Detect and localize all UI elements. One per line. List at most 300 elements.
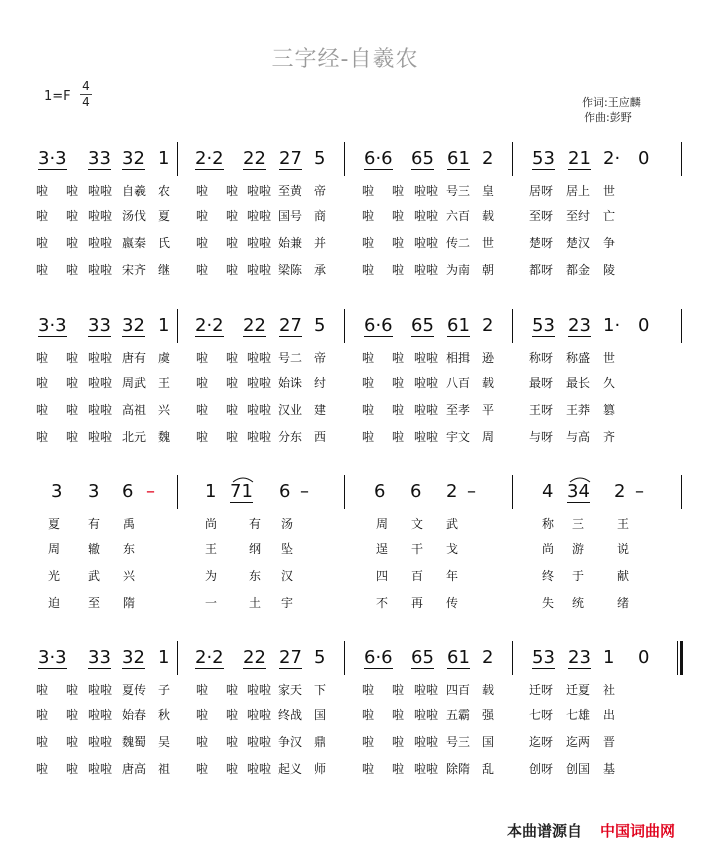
lyric-word: 王 xyxy=(617,517,630,531)
note-text: 5 xyxy=(314,148,326,169)
note-text: 0 xyxy=(638,148,650,169)
lyric-word: 绪 xyxy=(617,596,630,610)
lyric-word: 齐 xyxy=(603,430,616,444)
lyric-word: 篡 xyxy=(603,403,616,417)
lyric-word: 啦 xyxy=(362,430,375,444)
lyric-word: 世 xyxy=(603,184,616,198)
lyric-word: 啦 xyxy=(196,762,209,776)
lyric-word: 啦啦 xyxy=(414,184,439,198)
lyric-word: 居上 xyxy=(566,184,591,198)
note-text: 27 xyxy=(279,315,302,336)
note xyxy=(603,648,614,668)
lyric-word: 啦啦 xyxy=(247,683,272,697)
watermark xyxy=(507,820,675,841)
lyric-word: 啦啦 xyxy=(247,708,272,722)
lyric-word: 啦啦 xyxy=(414,403,439,417)
lyric-word: 除隋 xyxy=(446,762,471,776)
lyric-word: 汤伐 xyxy=(122,209,147,223)
lyric-word: 啦啦 xyxy=(247,263,272,277)
lyric-word: 啦 xyxy=(196,708,209,722)
lyric-word: 啦啦 xyxy=(88,683,113,697)
lyric-word: 夏 xyxy=(48,517,61,531)
note-text: 1 xyxy=(205,481,217,502)
note xyxy=(638,149,649,169)
lyric-word: 夏 xyxy=(158,209,171,223)
barline xyxy=(512,641,513,675)
lyric-word: 啦啦 xyxy=(247,184,272,198)
lyric-word: 啦 xyxy=(362,762,375,776)
lyric-word: 啦 xyxy=(226,735,239,749)
lyric-word: 都金 xyxy=(566,263,591,277)
note xyxy=(603,316,620,336)
note xyxy=(638,648,649,668)
barline xyxy=(681,142,682,176)
lyric-word: 啦 xyxy=(196,430,209,444)
lyric-word: 继 xyxy=(158,263,171,277)
note xyxy=(279,316,302,336)
note xyxy=(447,648,470,668)
lyric-word: 啦 xyxy=(66,184,79,198)
lyric-word: 啦 xyxy=(66,708,79,722)
lyrics-line xyxy=(0,515,720,533)
lyric-word: 啦 xyxy=(66,735,79,749)
lyric-word: 号二 xyxy=(278,351,303,365)
lyric-word: 啦 xyxy=(36,403,49,417)
lyric-word: 啦 xyxy=(36,351,49,365)
note xyxy=(38,316,67,336)
note-text: 2·2 xyxy=(195,315,224,336)
lyric-word: 三 xyxy=(572,517,585,531)
notes-row xyxy=(0,309,720,343)
lyric-word: 啦啦 xyxy=(88,351,113,365)
lyric-word: 啦 xyxy=(36,762,49,776)
lyric-word: 东 xyxy=(249,569,262,583)
lyric-word: 再 xyxy=(411,596,424,610)
lyric-word: 啦 xyxy=(226,683,239,697)
lyric-word: 平 xyxy=(482,403,495,417)
note-text: 3·3 xyxy=(38,647,67,668)
lyric-word: 自羲 xyxy=(122,184,147,198)
lyric-word: 啦 xyxy=(196,351,209,365)
note xyxy=(568,316,591,336)
lyric-word: 周 xyxy=(376,517,389,531)
lyric-word: 六百 xyxy=(446,209,471,223)
lyric-word: 啦 xyxy=(66,209,79,223)
note xyxy=(603,149,620,169)
lyric-word: 啦 xyxy=(66,403,79,417)
lyric-word: 啦 xyxy=(196,209,209,223)
note xyxy=(364,316,393,336)
lyric-word: 啦 xyxy=(196,735,209,749)
lyric-word: 与高 xyxy=(566,430,591,444)
note-text: 2 xyxy=(614,481,626,502)
lyric-word: 最呀 xyxy=(529,376,554,390)
lyric-word: 啦 xyxy=(362,403,375,417)
lyric-word: 西 xyxy=(314,430,327,444)
lyrics-line xyxy=(0,234,720,252)
lyric-word: 称盛 xyxy=(566,351,591,365)
lyric-word: 啦 xyxy=(226,708,239,722)
note-text: 27 xyxy=(279,148,302,169)
note xyxy=(146,482,155,502)
lyric-word: 起义 xyxy=(278,762,303,776)
lyric-word: 啦 xyxy=(392,184,405,198)
lyric-word: 乱 xyxy=(482,762,495,776)
note xyxy=(567,482,590,502)
notes-row xyxy=(0,641,720,675)
lyric-word: 啦 xyxy=(226,430,239,444)
note-text: 6·6 xyxy=(364,315,393,336)
lyric-word: 统 xyxy=(572,596,585,610)
note xyxy=(532,316,555,336)
lyric-word: 啦 xyxy=(196,184,209,198)
lyric-word: 朝 xyxy=(482,263,495,277)
note xyxy=(279,482,290,502)
slur-mark xyxy=(232,475,254,483)
lyric-word: 载 xyxy=(482,376,495,390)
note-text: 2 xyxy=(482,647,494,668)
lyric-word: 啦啦 xyxy=(88,263,113,277)
slur-mark xyxy=(569,475,591,483)
lyric-word: 啦 xyxy=(36,236,49,250)
lyric-word: 啦啦 xyxy=(247,351,272,365)
lyric-word: 最长 xyxy=(566,376,591,390)
note-text: 1 xyxy=(158,148,170,169)
lyrics-line xyxy=(0,182,720,200)
lyric-word: 传二 xyxy=(446,236,471,250)
note xyxy=(51,482,62,502)
lyric-word: 啦 xyxy=(226,236,239,250)
note xyxy=(374,482,385,502)
lyric-word: 社 xyxy=(603,683,616,697)
lyric-word: 啦 xyxy=(36,708,49,722)
lyric-word: 汉业 xyxy=(278,403,303,417)
lyric-word: 并 xyxy=(314,236,327,250)
lyric-word: 啦 xyxy=(392,263,405,277)
note xyxy=(410,482,421,502)
lyric-word: 干 xyxy=(411,542,424,556)
note-text: 22 xyxy=(243,315,266,336)
note-text: 33 xyxy=(88,148,111,169)
lyric-word: 年 xyxy=(446,569,459,583)
notes-row xyxy=(0,475,720,509)
note xyxy=(122,316,145,336)
note-text: 65 xyxy=(411,315,434,336)
lyric-word: 尚 xyxy=(542,542,555,556)
lyric-word: 号三 xyxy=(446,735,471,749)
lyric-word: 争 xyxy=(603,236,616,250)
note xyxy=(568,648,591,668)
lyric-word: 号三 xyxy=(446,184,471,198)
key-label: 1=F xyxy=(44,89,71,104)
lyric-word: 说 xyxy=(617,542,630,556)
lyric-word: 四 xyxy=(376,569,389,583)
lyrics-line xyxy=(0,760,720,778)
lyric-word: 载 xyxy=(482,209,495,223)
lyric-word: 啦 xyxy=(392,376,405,390)
time-signature-bottom: 4 xyxy=(82,95,90,109)
lyric-word: 传 xyxy=(446,596,459,610)
lyric-word: 国号 xyxy=(278,209,303,223)
lyric-word: 夏传 xyxy=(122,683,147,697)
note xyxy=(158,149,169,169)
lyric-word: 帝 xyxy=(314,184,327,198)
lyric-word: 宇文 xyxy=(446,430,471,444)
barline xyxy=(512,475,513,509)
lyric-word: 汤 xyxy=(281,517,294,531)
lyric-word: 啦 xyxy=(36,184,49,198)
note-text: 21 xyxy=(568,148,591,169)
lyric-word: 光 xyxy=(48,569,61,583)
lyric-word: 亡 xyxy=(603,209,616,223)
lyric-word: 啦 xyxy=(36,376,49,390)
lyric-word: 啦 xyxy=(66,683,79,697)
note xyxy=(467,482,476,502)
lyric-word: 鼎 xyxy=(314,735,327,749)
lyric-word: 迄呀 xyxy=(529,735,554,749)
lyric-word: 啦啦 xyxy=(247,735,272,749)
note-text: 5 xyxy=(314,315,326,336)
barline xyxy=(681,475,682,509)
note xyxy=(532,648,555,668)
lyric-word: 至 xyxy=(88,596,101,610)
lyric-word: 啦 xyxy=(362,376,375,390)
barline xyxy=(680,641,683,675)
lyric-word: 尚 xyxy=(205,517,218,531)
lyric-word: 啦啦 xyxy=(414,683,439,697)
lyric-word: 戈 xyxy=(446,542,459,556)
lyric-word: 啦 xyxy=(362,708,375,722)
note xyxy=(230,482,253,502)
lyrics-line xyxy=(0,207,720,225)
note xyxy=(88,648,111,668)
note-text: 61 xyxy=(447,148,470,169)
note xyxy=(411,149,434,169)
barline xyxy=(344,309,345,343)
note xyxy=(88,482,99,502)
credits xyxy=(582,95,641,125)
lyric-word: 啦啦 xyxy=(247,376,272,390)
lyric-word: 虞 xyxy=(158,351,171,365)
lyric-word: 下 xyxy=(314,683,327,697)
note xyxy=(300,482,309,502)
lyric-word: 建 xyxy=(314,403,327,417)
lyric-word: 魏 xyxy=(158,430,171,444)
notes-row xyxy=(0,142,720,176)
note-text: 32 xyxy=(122,647,145,668)
barline xyxy=(177,475,178,509)
lyric-word: 啦 xyxy=(226,209,239,223)
lyric-word: 啦 xyxy=(66,376,79,390)
lyric-word: 为南 xyxy=(446,263,471,277)
note xyxy=(638,316,649,336)
lyric-word: 唐有 xyxy=(122,351,147,365)
note-text: 3·3 xyxy=(38,315,67,336)
note xyxy=(38,149,67,169)
lyric-word: 逞 xyxy=(376,542,389,556)
note-text: 65 xyxy=(411,647,434,668)
lyric-word: 兴 xyxy=(158,403,171,417)
note-text: 32 xyxy=(122,315,145,336)
lyric-word: 王莽 xyxy=(566,403,591,417)
note-text: 23 xyxy=(568,647,591,668)
lyric-word: 啦 xyxy=(392,735,405,749)
note-text: 53 xyxy=(532,148,555,169)
barline xyxy=(177,142,178,176)
lyric-word: 不 xyxy=(376,596,389,610)
note-text: 33 xyxy=(88,315,111,336)
lyric-word: 纣 xyxy=(314,376,327,390)
lyric-word: 啦啦 xyxy=(88,735,113,749)
lyric-word: 啦 xyxy=(392,403,405,417)
lyric-word: 终战 xyxy=(278,708,303,722)
note xyxy=(158,648,169,668)
lyric-word: 坠 xyxy=(281,542,294,556)
note-text: 2 xyxy=(482,315,494,336)
lyric-word: 至纣 xyxy=(566,209,591,223)
note-text: 2 xyxy=(446,481,458,502)
lyric-word: 啦 xyxy=(36,430,49,444)
lyric-word: 梁陈 xyxy=(278,263,303,277)
lyric-word: 氏 xyxy=(158,236,171,250)
note-text: 27 xyxy=(279,647,302,668)
lyric-word: 啦 xyxy=(392,683,405,697)
lyric-word: 王呀 xyxy=(529,403,554,417)
lyric-word: 至黄 xyxy=(278,184,303,198)
lyric-word: 始诛 xyxy=(278,376,303,390)
note-text: – xyxy=(300,481,309,502)
lyric-word: 啦 xyxy=(362,209,375,223)
lyric-word: 啦 xyxy=(196,403,209,417)
note xyxy=(482,648,493,668)
lyrics-line xyxy=(0,733,720,751)
note-text: 2·2 xyxy=(195,148,224,169)
note-text: 6 xyxy=(122,481,134,502)
lyric-word: 承 xyxy=(314,263,327,277)
lyrics-line xyxy=(0,567,720,585)
lyric-word: 创呀 xyxy=(529,762,554,776)
lyric-word: 陵 xyxy=(603,263,616,277)
note-text: 22 xyxy=(243,647,266,668)
note xyxy=(411,648,434,668)
note xyxy=(38,648,67,668)
lyric-word: 啦 xyxy=(196,683,209,697)
barline xyxy=(177,309,178,343)
note-text: 2· xyxy=(603,148,621,169)
lyricist-credit: 作词:王应麟 xyxy=(582,96,641,109)
lyrics-line xyxy=(0,428,720,446)
lyric-word: 啦 xyxy=(66,430,79,444)
watermark-site: 中国词曲网 xyxy=(600,822,676,840)
final-barline-thin xyxy=(677,641,678,675)
note xyxy=(195,149,224,169)
lyric-word: 国 xyxy=(314,708,327,722)
lyric-word: 家天 xyxy=(278,683,303,697)
lyric-word: 与呀 xyxy=(529,430,554,444)
lyric-word: 周 xyxy=(482,430,495,444)
lyric-word: 都呀 xyxy=(529,263,554,277)
lyric-word: 为 xyxy=(205,569,218,583)
lyric-word: 汉 xyxy=(281,569,294,583)
lyric-word: 啦 xyxy=(226,376,239,390)
note xyxy=(364,648,393,668)
lyric-word: 秋 xyxy=(158,708,171,722)
lyric-word: 久 xyxy=(603,376,616,390)
lyric-word: 王 xyxy=(205,542,218,556)
lyric-word: 啦 xyxy=(392,762,405,776)
lyric-word: 周武 xyxy=(122,376,147,390)
lyric-word: 嬴秦 xyxy=(122,236,147,250)
lyric-word: 四百 xyxy=(446,683,471,697)
note xyxy=(122,149,145,169)
lyric-word: 迁夏 xyxy=(566,683,591,697)
lyric-word: 啦 xyxy=(362,184,375,198)
lyric-word: 吴 xyxy=(158,735,171,749)
lyric-word: 祖 xyxy=(158,762,171,776)
note xyxy=(279,648,302,668)
note-text: 6·6 xyxy=(364,148,393,169)
lyric-word: 啦啦 xyxy=(414,708,439,722)
lyric-word: 分东 xyxy=(278,430,303,444)
lyrics-line xyxy=(0,594,720,612)
lyrics-line xyxy=(0,681,720,699)
note xyxy=(243,648,266,668)
lyric-word: 强 xyxy=(482,708,495,722)
barline xyxy=(177,641,178,675)
lyric-word: 终 xyxy=(542,569,555,583)
lyric-word: 啦 xyxy=(392,209,405,223)
lyric-word: 啦啦 xyxy=(247,403,272,417)
lyric-word: 创国 xyxy=(566,762,591,776)
lyric-word: 啦 xyxy=(362,263,375,277)
time-signature-top: 4 xyxy=(82,79,90,93)
barline xyxy=(344,641,345,675)
lyric-word: 高祖 xyxy=(122,403,147,417)
note xyxy=(195,648,224,668)
lyric-word: 啦 xyxy=(36,209,49,223)
note-text: 6 xyxy=(410,481,422,502)
lyric-word: 迫 xyxy=(48,596,61,610)
note xyxy=(482,316,493,336)
lyric-word: 楚汉 xyxy=(566,236,591,250)
lyric-word: 纲 xyxy=(249,542,262,556)
lyric-word: 逊 xyxy=(482,351,495,365)
note xyxy=(88,316,111,336)
note-text: 1 xyxy=(603,647,615,668)
lyrics-line xyxy=(0,349,720,367)
note xyxy=(314,149,325,169)
lyric-word: 国 xyxy=(482,735,495,749)
lyric-word: 始春 xyxy=(122,708,147,722)
note xyxy=(279,149,302,169)
lyric-word: 啦啦 xyxy=(414,263,439,277)
lyric-word: 土 xyxy=(249,596,262,610)
lyric-word: 一 xyxy=(205,596,218,610)
lyric-word: 啦 xyxy=(226,762,239,776)
lyric-word: 基 xyxy=(603,762,616,776)
lyric-word: 啦啦 xyxy=(88,762,113,776)
lyric-word: 啦啦 xyxy=(88,209,113,223)
lyric-word: 武 xyxy=(88,569,101,583)
lyric-word: 宋齐 xyxy=(122,263,147,277)
lyric-word: 晋 xyxy=(603,735,616,749)
lyric-word: 始兼 xyxy=(278,236,303,250)
note xyxy=(314,648,325,668)
note xyxy=(158,316,169,336)
lyric-word: 兴 xyxy=(123,569,136,583)
note-text: 6·6 xyxy=(364,647,393,668)
lyric-word: 唐高 xyxy=(122,762,147,776)
